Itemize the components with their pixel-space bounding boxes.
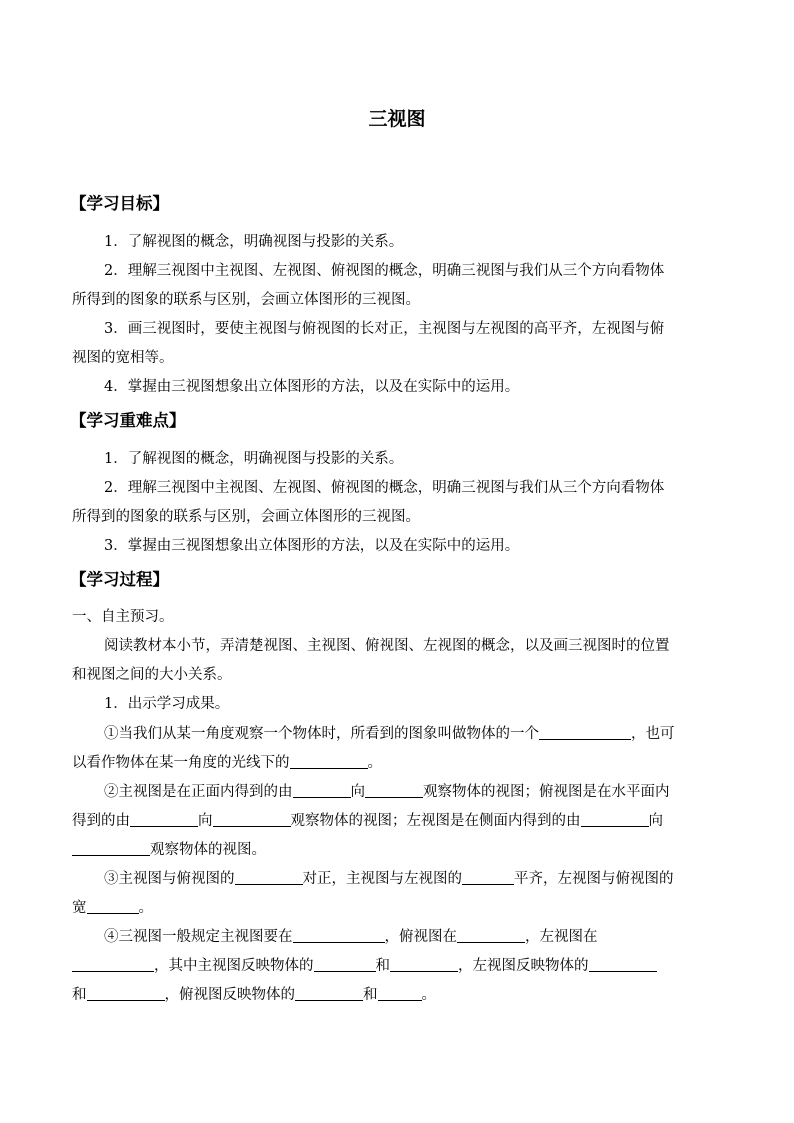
fill-blank xyxy=(462,870,514,885)
question-2-line-2 xyxy=(72,811,663,831)
question-text: 向 xyxy=(648,813,663,829)
question-2-line-1 xyxy=(104,782,670,802)
subsection-self-study: 一、自主预习。 xyxy=(72,609,174,625)
fill-blank xyxy=(378,986,422,1001)
question-text: 对正，主视图与左视图的 xyxy=(302,871,462,887)
keypoint-2-line-2: 所得到的图象的联系与区别，会画立体图形的三视图。 xyxy=(72,509,420,525)
question-text: ③主视图与俯视图的 xyxy=(104,871,235,887)
fill-blank xyxy=(293,783,351,798)
question-2-line-3 xyxy=(72,840,266,860)
question-text: 向 xyxy=(198,813,213,829)
fill-blank xyxy=(130,812,198,827)
question-1-line-2 xyxy=(72,753,382,773)
section-heading-keypoints: 【学习重难点】 xyxy=(70,411,186,430)
question-text: ，左视图反映物体的 xyxy=(458,958,589,974)
reading-paragraph-line-2: 和视图之间的大小关系。 xyxy=(72,667,232,683)
question-text: 。 xyxy=(367,755,382,771)
question-text: 宽 xyxy=(72,900,87,916)
goal-3-line-2: 视图的宽相等。 xyxy=(72,350,174,366)
fill-blank xyxy=(87,899,139,914)
goal-2-line-1: 2．理解三视图中主视图、左视图、俯视图的概念，明确三视图与我们从三个方向看物体 xyxy=(104,263,665,279)
question-text: 。 xyxy=(138,900,153,916)
question-text: ，其中主视图反映物体的 xyxy=(154,958,314,974)
question-text: 以看作物体在某一角度的光线下的 xyxy=(72,755,290,771)
question-text: ①当我们从某一角度观察一个物体时，所看到的图象叫做物体的一个 xyxy=(104,726,539,742)
question-text: 观察物体的视图。 xyxy=(150,842,266,858)
goal-1: 1．了解视图的概念，明确视图与投影的关系。 xyxy=(104,234,404,250)
question-text: 和 xyxy=(375,958,390,974)
fill-blank xyxy=(235,870,303,885)
question-text: 得到的由 xyxy=(72,813,130,829)
fill-blank xyxy=(589,957,657,972)
fill-blank xyxy=(581,812,649,827)
fill-blank xyxy=(87,986,165,1001)
question-text: ，左视图在 xyxy=(525,929,598,945)
question-text: 和 xyxy=(363,987,378,1003)
fill-blank xyxy=(365,783,423,798)
fill-blank xyxy=(213,812,291,827)
fill-blank xyxy=(72,957,154,972)
section-heading-goals: 【学习目标】 xyxy=(70,194,169,213)
question-3-line-2 xyxy=(72,898,153,918)
goal-2-line-2: 所得到的图象的联系与区别，会画立体图形的三视图。 xyxy=(72,292,420,308)
question-4-line-3 xyxy=(72,985,436,1005)
fill-blank xyxy=(457,928,525,943)
question-text: ②主视图是在正面内得到的由 xyxy=(104,784,293,800)
fill-blank xyxy=(290,754,368,769)
question-text: ，也可 xyxy=(631,726,675,742)
question-text: 。 xyxy=(421,987,436,1003)
question-text: 向 xyxy=(350,784,365,800)
question-text: 平齐，左视图与俯视图的 xyxy=(514,871,674,887)
fill-blank xyxy=(390,957,458,972)
question-text: 观察物体的视图；左视图是在侧面内得到的由 xyxy=(290,813,581,829)
question-text: ，俯视图反映物体的 xyxy=(164,987,295,1003)
fill-blank xyxy=(314,957,376,972)
question-text: 观察物体的视图；俯视图是在水平面内 xyxy=(423,784,670,800)
question-1-line-1 xyxy=(104,724,675,744)
step-1-show-results: 1．出示学习成果。 xyxy=(104,696,230,712)
goal-4: 4．掌握由三视图想象出立体图形的方法，以及在实际中的运用。 xyxy=(104,379,520,395)
keypoint-2-line-1: 2．理解三视图中主视图、左视图、俯视图的概念，明确三视图与我们从三个方向看物体 xyxy=(104,480,665,496)
reading-paragraph-line-1: 阅读教材本小节，弄清楚视图、主视图、俯视图、左视图的概念，以及画三视图时的位置 xyxy=(104,638,670,654)
keypoint-3: 3．掌握由三视图想象出立体图形的方法，以及在实际中的运用。 xyxy=(104,538,520,554)
page-title: 三视图 xyxy=(368,108,426,130)
keypoint-1: 1．了解视图的概念，明确视图与投影的关系。 xyxy=(104,451,404,467)
goal-3-line-1: 3．画三视图时，要使主视图与俯视图的长对正，主视图与左视图的高平齐，左视图与俯 xyxy=(104,321,665,337)
question-text: ④三视图一般规定主视图要在 xyxy=(104,929,293,945)
question-text: ，俯视图在 xyxy=(384,929,457,945)
section-heading-process: 【学习过程】 xyxy=(70,570,169,589)
fill-blank xyxy=(293,928,385,943)
question-4-line-1 xyxy=(104,927,598,947)
fill-blank xyxy=(539,725,631,740)
fill-blank xyxy=(295,986,363,1001)
question-3-line-1 xyxy=(104,869,674,889)
question-4-line-2 xyxy=(72,956,657,976)
question-text: 和 xyxy=(72,987,87,1003)
fill-blank xyxy=(72,841,150,856)
